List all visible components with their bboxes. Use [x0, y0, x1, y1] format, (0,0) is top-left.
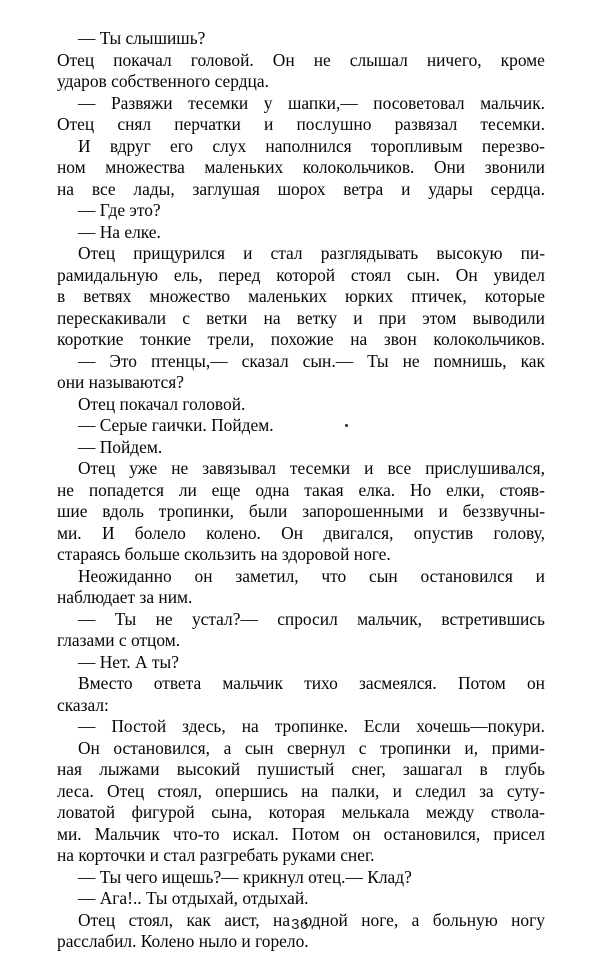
- text-word: свернул: [287, 737, 346, 758]
- text-word: перескакивали: [57, 307, 167, 328]
- text-line: [57, 802, 545, 824]
- text-word: сына,: [211, 802, 253, 822]
- text-word: стоял,: [128, 909, 174, 930]
- text-word: Потом: [457, 673, 506, 693]
- text-word: птичек,: [411, 286, 467, 306]
- text-line: — Серые гаички. Пойдем.: [78, 415, 274, 435]
- text-word: перезво-: [481, 135, 545, 156]
- text-word: стал: [270, 243, 303, 263]
- text-line: глазами с отцом.: [57, 630, 181, 650]
- text-word: и,: [464, 737, 479, 758]
- text-line: — Ты чего ищешь?— крикнул отец.— Клад?: [78, 866, 412, 887]
- text-word: ноге,: [361, 909, 399, 930]
- text-word: стояв-: [499, 479, 545, 500]
- text-word: и: [364, 458, 374, 478]
- text-word: ветвях: [83, 286, 132, 306]
- text-line: [57, 609, 545, 631]
- text-word: завязывал: [202, 458, 276, 478]
- text-word: остановился,: [383, 823, 481, 844]
- text-word: ветку: [296, 307, 338, 328]
- text-word: И: [101, 522, 115, 543]
- text-word: Отец: [57, 49, 95, 70]
- text-word: здесь,: [182, 716, 226, 736]
- text-line: [57, 286, 545, 308]
- text-line: — На елке.: [78, 221, 161, 242]
- text-line: [57, 114, 545, 136]
- text-word: заглушая: [192, 178, 260, 199]
- text-word: —: [78, 716, 96, 736]
- text-line: — Нет. А ты?: [78, 651, 179, 672]
- text-word: Отец: [78, 458, 116, 478]
- text-word: И: [78, 135, 91, 156]
- text-word: множество: [149, 286, 231, 306]
- text-word: как: [186, 909, 211, 930]
- text-word: удары: [428, 178, 473, 199]
- text-word: множества: [105, 157, 185, 177]
- text-word: его: [169, 135, 194, 156]
- text-word: лыжами: [99, 759, 160, 779]
- text-word: елки,: [446, 479, 485, 500]
- text-word: на: [241, 716, 259, 736]
- text-word: искал.: [232, 823, 279, 844]
- text-word: Он: [272, 49, 295, 70]
- text-word: на: [350, 329, 368, 349]
- text-line: [57, 179, 545, 201]
- text-word: мелькала: [341, 802, 410, 822]
- text-word: что-то: [172, 823, 220, 844]
- text-word: попадется: [88, 479, 164, 500]
- text-line: сказал:: [57, 694, 109, 715]
- text-word: уже: [129, 458, 158, 478]
- text-line: ударов собственного сердца.: [57, 71, 269, 91]
- text-line: наблюдает за ним.: [57, 587, 193, 607]
- text-word: больную: [432, 909, 498, 930]
- text-word: беззвучны-: [462, 501, 545, 521]
- text-line: расслабил. Колено ныло и горело.: [57, 931, 309, 951]
- text-word: леса.: [57, 780, 94, 801]
- text-word: и: [243, 243, 253, 263]
- text-word: тропинке.: [274, 716, 348, 736]
- text-word: головой.: [190, 49, 254, 70]
- text-line: — Где это?: [78, 200, 161, 220]
- text-line: [57, 566, 545, 588]
- text-word: Он: [281, 522, 304, 543]
- text-word: зашагал: [402, 759, 463, 779]
- text-word: которой: [276, 264, 336, 285]
- text-word: посоветовал: [373, 92, 465, 113]
- text-line: [57, 480, 545, 502]
- text-word: которые: [484, 286, 545, 306]
- text-word: колокольчиков.: [433, 329, 545, 349]
- text-word: мальчик: [222, 673, 283, 693]
- text-word: снял: [117, 114, 152, 134]
- text-word: ствола-: [490, 802, 545, 822]
- text-word: и: [401, 178, 411, 199]
- text-word: шорох: [277, 178, 326, 199]
- text-word: Отец: [57, 114, 95, 134]
- text-word: высокую: [436, 243, 503, 263]
- text-line: [57, 523, 545, 545]
- text-word: тихо: [304, 673, 338, 693]
- text-word: Отец: [78, 909, 116, 930]
- text-word: он: [194, 565, 213, 586]
- text-line: [57, 265, 545, 287]
- text-word: сказал: [241, 350, 289, 371]
- page-number: 36: [291, 916, 309, 933]
- text-word: глубь: [504, 759, 545, 779]
- text-word: остановился: [420, 565, 513, 586]
- text-word: Они: [433, 157, 466, 177]
- text-line: [57, 673, 545, 695]
- text-line: — Пойдем.: [78, 436, 163, 457]
- text-word: не: [57, 479, 75, 500]
- text-word: на: [273, 909, 291, 930]
- text-word: слышал: [349, 49, 408, 70]
- text-word: которая: [268, 802, 326, 822]
- text-word: тропинки: [379, 737, 451, 758]
- text-word: шие: [57, 501, 88, 521]
- text-word: прими-: [491, 737, 545, 758]
- text-word: рамидальную: [57, 264, 159, 285]
- text-word: юрких: [345, 286, 394, 306]
- text-word: помнишь,: [433, 350, 507, 371]
- text-word: все: [387, 458, 412, 478]
- text-word: Потом: [291, 823, 340, 844]
- text-line: [57, 738, 545, 760]
- text-word: похожие: [270, 329, 334, 349]
- text-word: вдруг: [109, 135, 151, 156]
- text-word: стоял,: [157, 780, 202, 801]
- text-word: болело: [134, 522, 186, 543]
- text-word: слух: [212, 135, 247, 156]
- text-word: остановился,: [113, 737, 211, 758]
- text-word: Отец: [107, 780, 145, 801]
- ink-speck-artifact: [345, 424, 348, 427]
- text-word: ми.: [57, 823, 82, 844]
- text-word: Вместо: [78, 673, 133, 693]
- text-word: ловатой: [57, 802, 115, 822]
- text-word: вдоль: [102, 501, 144, 521]
- text-word: колокольчиков.: [302, 157, 415, 177]
- text-word: тесемки: [188, 92, 249, 113]
- text-word: тропинки,: [158, 501, 235, 521]
- text-word: ногу: [511, 909, 545, 930]
- text-word: Он: [78, 737, 100, 758]
- text-line: [57, 308, 545, 330]
- text-word: стоял: [350, 264, 392, 285]
- text-word: не: [171, 458, 189, 478]
- text-word: и: [264, 114, 274, 134]
- text-word: все: [91, 178, 116, 199]
- text-word: сын.: [406, 264, 440, 285]
- text-word: шапки,—: [288, 92, 358, 113]
- text-line: — Ты слышишь?: [78, 28, 206, 48]
- text-line: — Ага!.. Ты отдыхай, отдыхай.: [78, 888, 309, 908]
- text-word: еще: [211, 479, 241, 500]
- text-line: [57, 329, 545, 351]
- text-word: сын.—: [302, 350, 354, 371]
- text-word: сын: [244, 737, 274, 758]
- text-word: запорошенными: [302, 501, 424, 521]
- text-word: увидел: [493, 264, 545, 285]
- text-word: тесемки.: [480, 114, 545, 134]
- text-word: кроме: [500, 49, 545, 70]
- text-word: суту-: [506, 780, 545, 801]
- text-line: [57, 501, 545, 523]
- text-word: ли: [178, 479, 197, 500]
- text-word: с: [182, 307, 190, 328]
- text-word: в: [57, 286, 66, 306]
- text-word: пушистый: [257, 759, 335, 779]
- text-word: он: [526, 673, 545, 693]
- text-word: разглядывать: [320, 243, 419, 263]
- text-word: звон: [383, 329, 417, 349]
- text-word: этом: [422, 307, 457, 328]
- text-word: заметил,: [235, 565, 299, 586]
- text-line: Отец покачал головой.: [78, 393, 246, 414]
- text-word: мальчик,: [357, 608, 423, 629]
- text-word: ная: [57, 759, 83, 779]
- text-word: аист,: [224, 909, 260, 930]
- text-word: спросил: [277, 608, 338, 629]
- text-word: выводили: [472, 307, 545, 328]
- text-word: лады,: [133, 178, 175, 199]
- text-word: Если: [363, 716, 401, 736]
- text-word: засмеялся.: [358, 673, 437, 693]
- text-word: звонили: [484, 157, 545, 177]
- text-word: Но: [409, 479, 432, 500]
- text-line: [57, 93, 545, 115]
- text-word: не: [402, 350, 420, 371]
- text-word: а: [411, 909, 420, 930]
- text-word: ель,: [173, 264, 203, 285]
- text-word: встретившись: [441, 608, 545, 629]
- text-line: [57, 50, 545, 72]
- text-word: что: [321, 565, 347, 586]
- text-line: [57, 157, 545, 179]
- text-word: Неожиданно: [78, 565, 172, 586]
- text-word: колено.: [206, 522, 261, 543]
- text-word: прислушивался,: [425, 458, 545, 478]
- text-word: а: [223, 737, 232, 758]
- text-word: покачал: [113, 49, 172, 70]
- text-word: снег,: [351, 759, 386, 779]
- text-line: на корточки и стал разгребать руками снег.: [57, 845, 375, 865]
- text-word: короткие: [57, 329, 124, 349]
- text-line: они называются?: [57, 372, 184, 392]
- text-word: ном: [57, 157, 86, 177]
- text-word: Развяжи: [110, 92, 173, 113]
- text-word: фигурой: [131, 802, 195, 822]
- text-word: за: [479, 780, 494, 801]
- text-word: и: [353, 307, 363, 328]
- text-word: он: [352, 823, 371, 844]
- text-word: опустив: [413, 522, 474, 543]
- text-word: маленьких: [248, 286, 327, 306]
- text-word: и: [535, 565, 545, 586]
- text-word: не: [313, 49, 331, 70]
- text-line: [57, 716, 545, 738]
- text-word: развязал: [394, 114, 458, 134]
- text-word: присел: [493, 823, 545, 844]
- text-word: ответа: [153, 673, 202, 693]
- text-word: Мальчик: [94, 823, 160, 844]
- text-word: Ты: [367, 350, 389, 371]
- text-word: одной: [303, 909, 348, 930]
- text-word: двигался,: [323, 522, 394, 543]
- text-word: Отец: [78, 243, 116, 263]
- text-word: Это: [109, 350, 137, 371]
- text-word: сердца.: [490, 178, 545, 199]
- text-word: прищурился: [133, 243, 226, 263]
- text-word: послушно: [296, 114, 372, 134]
- text-word: не: [155, 608, 173, 629]
- text-word: перед: [218, 264, 261, 285]
- text-word: с: [358, 737, 367, 758]
- page-text-block: [57, 28, 545, 953]
- text-word: и: [392, 780, 402, 801]
- text-word: на: [263, 307, 281, 328]
- text-line: [57, 243, 545, 265]
- text-word: ми.: [57, 522, 82, 543]
- text-word: такая: [304, 479, 344, 500]
- text-line: [57, 781, 545, 803]
- text-word: на: [301, 780, 319, 801]
- text-word: у: [263, 92, 273, 113]
- text-word: маленьких: [204, 157, 284, 177]
- text-word: торопливым: [370, 135, 463, 156]
- text-word: хочешь—покури.: [416, 716, 545, 736]
- text-word: следил: [415, 780, 466, 801]
- text-word: —: [78, 92, 96, 113]
- text-word: —: [78, 350, 96, 371]
- text-word: ветра: [343, 178, 384, 199]
- text-word: сын: [369, 565, 398, 586]
- text-word: голову,: [493, 522, 545, 543]
- text-word: в: [479, 759, 488, 779]
- text-word: при: [378, 307, 407, 328]
- text-word: пи-: [520, 243, 545, 263]
- text-word: на: [57, 178, 75, 199]
- text-word: палки,: [331, 780, 380, 801]
- text-word: Он: [455, 264, 478, 285]
- text-word: одна: [255, 479, 290, 500]
- text-word: ничего,: [426, 49, 482, 70]
- text-word: перчатки: [174, 114, 241, 134]
- text-word: устал?—: [191, 608, 258, 629]
- text-word: Постой: [111, 716, 167, 736]
- text-word: мальчик.: [480, 92, 545, 113]
- text-word: птенцы,—: [150, 350, 228, 371]
- text-word: и: [438, 501, 448, 521]
- text-word: как: [520, 350, 545, 371]
- text-line: [57, 136, 545, 158]
- text-word: Ты: [114, 608, 137, 629]
- text-line: [57, 759, 545, 781]
- text-line: [57, 458, 545, 480]
- text-line: стараясь больше скользить на здоровой ноге.: [57, 544, 391, 564]
- text-word: наполнился: [265, 135, 352, 156]
- text-word: высокий: [176, 759, 241, 779]
- text-line: [57, 351, 545, 373]
- text-word: между: [426, 802, 475, 822]
- text-word: трели,: [207, 329, 255, 349]
- text-word: тонкие: [140, 329, 191, 349]
- text-word: —: [78, 608, 96, 629]
- text-line: [57, 824, 545, 846]
- text-word: ветки: [206, 307, 248, 328]
- text-word: были: [248, 501, 288, 521]
- text-word: опершись: [215, 780, 288, 801]
- text-word: тесемки: [289, 458, 351, 478]
- text-word: елка.: [358, 479, 396, 500]
